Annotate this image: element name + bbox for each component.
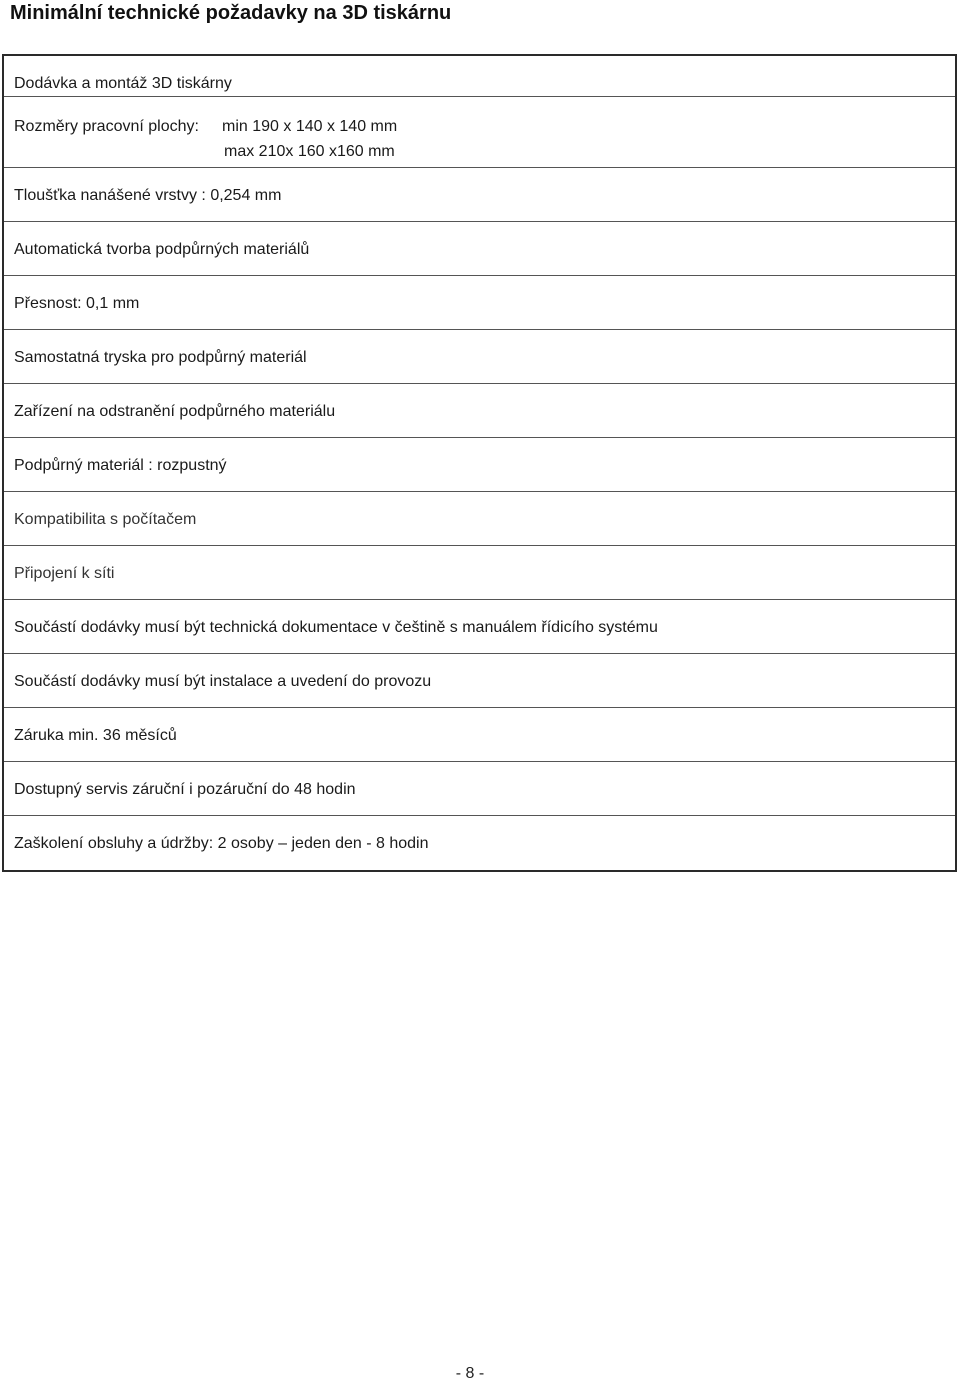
row-soluble: [4, 438, 955, 492]
row-service: [4, 762, 955, 816]
row-nozzle-text: Samostatná tryska pro podpůrný materiál: [14, 349, 307, 366]
dimensions-max-line: [14, 139, 955, 164]
row-installation: [4, 654, 955, 708]
row-delivery: [4, 56, 955, 97]
dimensions-max: max 210x 160 x160 mm: [224, 143, 395, 160]
dimensions-label: Rozměry pracovní plochy:: [14, 118, 199, 135]
row-dimensions: [4, 97, 955, 168]
page-title: Minimální technické požadavky na 3D tiskárnu: [10, 2, 452, 24]
row-nozzle: [4, 330, 955, 384]
page-number: - 8 -: [455, 1365, 485, 1382]
dimensions-min-line: [14, 114, 955, 139]
row-compatibility: [4, 492, 955, 546]
requirements-table: [2, 54, 957, 872]
row-precision-text: Přesnost: 0,1 mm: [14, 295, 140, 312]
row-layer: [4, 168, 955, 222]
row-training-text: Zaškolení obsluhy a údržby: 2 osoby – jeden den - 8 hodin: [14, 835, 429, 852]
row-precision: [4, 276, 955, 330]
row-support-auto: [4, 222, 955, 276]
dimensions-indent: [14, 139, 224, 164]
row-network-text: Připojení k síti: [14, 565, 115, 582]
row-compatibility-text: Kompatibilita s počítačem: [14, 511, 197, 528]
row-removal-text: Zařízení na odstranění podpůrného materiálu: [14, 403, 336, 420]
row-network: [4, 546, 955, 600]
dimensions-min: min 190 x 140 x 140 mm: [222, 118, 398, 135]
row-delivery-text: Dodávka a montáž 3D tiskárny: [14, 75, 232, 92]
row-training: [4, 816, 955, 870]
row-layer-text: Tloušťka nanášené vrstvy : 0,254 mm: [14, 187, 282, 204]
row-soluble-text: Podpůrný materiál : rozpustný: [14, 457, 227, 474]
row-documentation: [4, 600, 955, 654]
row-documentation-text: Součástí dodávky musí být technická dokumentace v češtině s manuálem řídicího systému: [14, 619, 658, 636]
row-removal: [4, 384, 955, 438]
row-warranty-text: Záruka min. 36 měsíců: [14, 727, 177, 744]
row-support-auto-text: Automatická tvorba podpůrných materiálů: [14, 241, 310, 258]
row-installation-text: Součástí dodávky musí být instalace a uvedení do provozu: [14, 673, 432, 690]
row-warranty: [4, 708, 955, 762]
row-service-text: Dostupný servis záruční i pozáruční do 48 hodin: [14, 781, 356, 798]
